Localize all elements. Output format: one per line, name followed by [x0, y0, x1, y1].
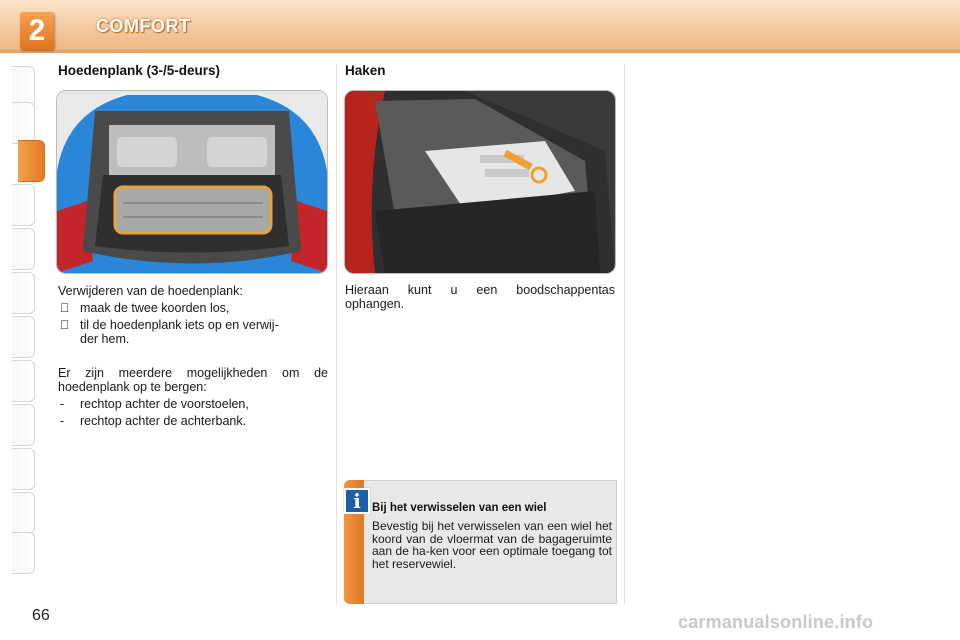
chapter-tab[interactable]: [12, 360, 35, 402]
hooks-text: Hieraan kunt u een boodschappentas ophangen.: [345, 283, 615, 311]
dash-item: - rechtop achter de achterbank.: [60, 414, 247, 428]
chapter-number-badge: [20, 12, 54, 50]
chapter-number: 2: [28, 14, 46, 47]
info-icon: i: [344, 488, 370, 514]
dash-item: - rechtop achter de voorstoelen,: [60, 397, 249, 411]
chapter-tab[interactable]: [12, 272, 35, 314]
left-column-text: [58, 284, 328, 428]
parcel-shelf-illustration: [56, 90, 328, 274]
storage-paragraph: Er zijn meerdere mogelijkheden om de hoedenplank op te bergen:: [58, 366, 328, 394]
chapter-tabs: [12, 66, 34, 574]
bullet-item: maak de twee koorden los,: [58, 301, 328, 315]
hooks-illustration: [344, 90, 616, 274]
info-body: Bevestig bij het verwisselen van een wiel het koord van de vloermat van de bagageruimte aan de ha-ken voor een optimale toegang tot het reservewiel.: [372, 519, 612, 571]
bullet-hand-icon: [60, 301, 69, 315]
info-title: Bij het verwisselen van een wiel: [372, 502, 547, 514]
chapter-title: COMFORT: [96, 16, 191, 36]
info-box: [344, 480, 616, 604]
bullet-hand-icon: [60, 318, 69, 332]
chapter-tab[interactable]: [12, 184, 35, 226]
section-heading-hooks: Haken: [345, 63, 386, 78]
chapter-tab-active[interactable]: [18, 140, 45, 182]
section-heading-parcel-shelf: Hoedenplank (3-/5-deurs): [58, 63, 221, 78]
chapter-tab[interactable]: [12, 404, 35, 446]
bullet-item: til de hoedenplank iets op en verwij- der hem.: [58, 318, 328, 346]
chapter-tab[interactable]: [12, 316, 35, 358]
column-divider: [624, 64, 625, 604]
chapter-tab[interactable]: [12, 448, 35, 490]
page-number: 66: [32, 607, 50, 624]
chapter-tab[interactable]: [12, 492, 35, 534]
header-rule: [0, 50, 960, 53]
removal-intro: Verwijderen van de hoedenplank:: [58, 284, 243, 298]
watermark: carmanualsonline.info: [678, 612, 874, 632]
chapter-tab[interactable]: [12, 532, 35, 574]
chapter-tab[interactable]: [12, 228, 35, 270]
column-divider: [336, 64, 337, 604]
chapter-tab[interactable]: [12, 102, 35, 144]
